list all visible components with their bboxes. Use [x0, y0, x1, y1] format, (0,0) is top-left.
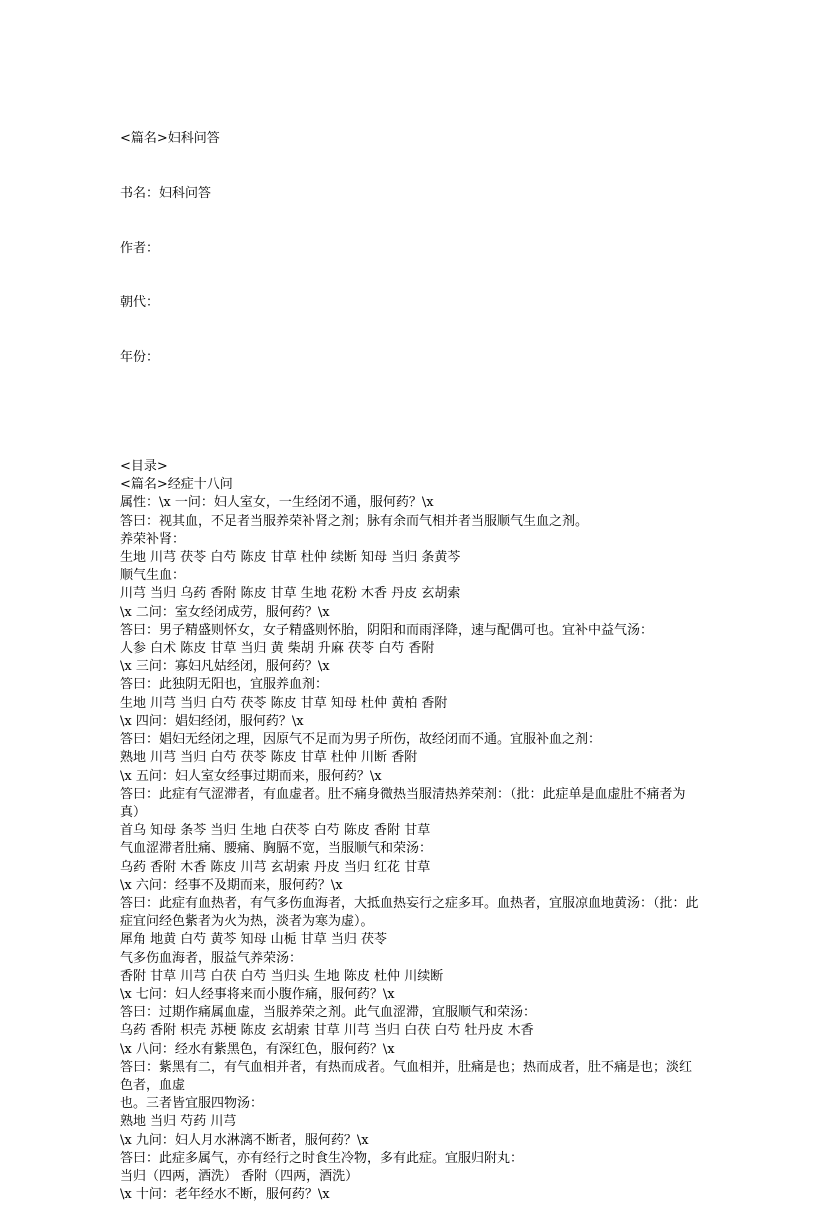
chapter-title: <篇名>妇科问答 [120, 131, 220, 147]
text-line: 顺气生血： [120, 568, 186, 584]
text-line: 属性：\x 一问：妇人室女，一生经闭不通，服何药？\x [120, 495, 434, 511]
blank-line [120, 403, 700, 421]
text-line: 当归（四两，酒洗） 香附（四两，酒洗） [120, 1168, 359, 1184]
text-line: 乌药 香附 木香 陈皮 川芎 玄胡索 丹皮 当归 红花 甘草 [120, 859, 431, 875]
text-line: 答曰：过期作痛属血虚，当服养荣之剂。此气血涩滞，宜服顺气和荣汤： [120, 1005, 537, 1021]
text-line: \x 六问：经事不及期而来，服何药？\x [120, 877, 343, 893]
book-title: 书名：妇科问答 [120, 186, 212, 202]
year-line: 年份： [120, 349, 160, 365]
text-line: 答曰：视其血，不足者当服养荣补肾之剂；脉有余而气相并者当服顺气生血之剂。 [120, 513, 589, 529]
text-line: 答曰：紫黑有二，有气血相并者，有热而成者。气血相并，肚痛是也；热而成者，肚不痛是也；淡红色者，血虚 [120, 1059, 693, 1093]
dynasty-line: 朝代： [120, 295, 160, 311]
text-line: 答曰：此症有血热者，有气多伤血海者，大抵血热妄行之症多耳。血热者，宜服凉血地黄汤：（批：此症宜问经色紫者为火为热，淡者为寒为虚）。 [120, 895, 699, 930]
text-line: 首乌 知母 条芩 当归 生地 白茯苓 白芍 陈皮 香附 甘草 [120, 823, 431, 839]
text-line: 人参 白术 陈皮 甘草 当归 黄 柴胡 升麻 茯苓 白芍 香附 [120, 641, 435, 657]
text-line: 答曰：此独阴无阳也，宜服养血剂： [120, 677, 329, 693]
text-line: 熟地 川芎 当归 白芍 茯苓 陈皮 甘草 杜仲 川断 香附 [120, 750, 418, 766]
text-line: 答曰：此症有气涩滞者，有血虚者。肚不痛身微热当服清热养荣剂：（批：此症单是血虚肚不痛者为真） [120, 786, 686, 820]
text-line: 气血涩滞者肚痛、腰痛、胸膈不宽，当服顺气和荣汤： [120, 841, 433, 857]
text-line: 熟地 当归 芍药 川芎 [120, 1114, 237, 1130]
text-line: \x 九问：妇人月水淋漓不断者，服何药？\x [120, 1132, 369, 1148]
text-line: 也。三者皆宜服四物汤： [120, 1096, 264, 1112]
text-line: 香附 甘草 川芎 白茯 白芍 当归头 生地 陈皮 杜仲 川续断 [120, 968, 444, 984]
text-line: 答曰：男子精盛则怀女，女子精盛则怀胎，阴阳和而雨泽降，速与配偶可也。宜补中益气汤： [120, 622, 654, 638]
text-line: \x 八问：经水有紫黑色，有深红色，服何药？\x [120, 1041, 395, 1057]
text-line: <目录> [120, 459, 168, 475]
text-line: 川芎 当归 乌药 香附 陈皮 甘草 生地 花粉 木香 丹皮 玄胡索 [120, 586, 461, 602]
text-line: 答曰：娼妇无经闭之理，因原气不足而为男子所伤，故经闭而不通。宜服补血之剂： [120, 732, 602, 748]
text-line: 气多伤血海者，服益气养荣汤： [120, 950, 303, 966]
text-line: 生地 川芎 当归 白芍 茯苓 陈皮 甘草 知母 杜仲 黄柏 香附 [120, 695, 448, 711]
text-line: 养荣补肾： [120, 531, 186, 547]
text-line: \x 十问：老年经水不断，服何药？\x [120, 1187, 330, 1203]
text-line: \x 三问：寡妇凡姑经闭，服何药？\x [120, 659, 330, 675]
author-line: 作者： [120, 240, 160, 256]
document-body [120, 458, 700, 1204]
text-line: \x 四问：娼妇经闭，服何药？\x [120, 713, 304, 729]
text-line: \x 五问：妇人室女经事过期而来，服何药？\x [120, 768, 382, 784]
text-line: 乌药 香附 枳壳 苏梗 陈皮 玄胡索 甘草 川芎 当归 白茯 白芍 牡丹皮 木香 [120, 1023, 534, 1039]
text-line: 答曰：此症多属气，亦有经行之时食生冷物，多有此症。宜服归附丸： [120, 1150, 524, 1166]
document-page [120, 94, 700, 1223]
text-line: 犀角 地黄 白芍 黄芩 知母 山栀 甘草 当归 茯苓 [120, 932, 388, 948]
text-line: <篇名>经症十八问 [120, 477, 233, 493]
text-line: \x 二问：室女经闭成劳，服何药？\x [120, 604, 330, 620]
text-line: \x 七问：妇人经事将来而小腹作痛，服何药？\x [120, 986, 395, 1002]
text-line: 生地 川芎 茯苓 白芍 陈皮 甘草 杜仲 续断 知母 当归 条黄芩 [120, 550, 461, 566]
